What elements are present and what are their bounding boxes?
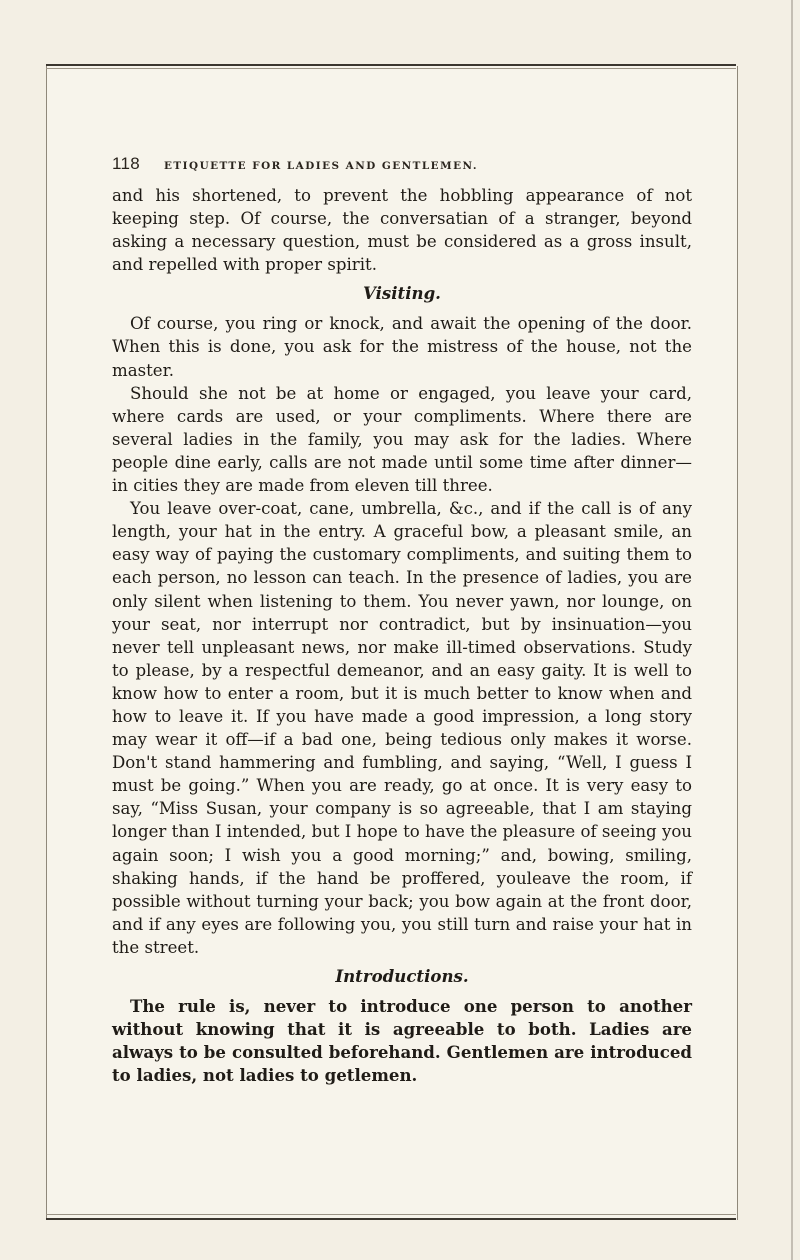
bottom-border-rule-inner (46, 1214, 736, 1215)
introductions-paragraph-1: The rule is, never to introduce one person to another without knowing that it is agreeable to both. Ladies are always to be consulted beforehand. Gentlemen are introduced to ladies, not ladies to getlemen. (112, 996, 692, 1086)
introductions-heading: Introductions. (335, 966, 469, 986)
visiting-paragraph-2: Should she not be at home or engaged, you leave your card, where cards are used, or your compliments. Where there are several ladies in the family, you may ask for the ladies. Where people dine early, calls are not made until some time after dinner—in cities they are made from eleven till three. (112, 383, 692, 496)
visiting-paragraph-3: You leave over-coat, cane, umbrella, &c., and if the call is of any length, your hat in the entry. A graceful bow, a pleasant smile, an easy way of paying the customary compliments, and suiting them to each person, no lesson can teach. In the presence of ladies, you are only silent when listening to them. You never yawn, nor lounge, on your seat, nor interrupt nor contradict, but by insinuation—you never tell unpleasant news, nor make ill-timed observations. Study to please, by a respectful demeanor, and an easy gaity. It is well to know how to enter a room, but it is much better to know when and how to leave it. If you have made a good impression, a long story may wear it off—if a bad one, being tedious only makes it worse. Don't stand hammering and fumbling, and saying, “Well, I guess I must be going.” When you are ready, go at once. It is very easy to say, “Miss Susan, your company is so agreeable, that I am staying longer than I intended, but I hope to have the pleasure of seeing you again soon; I wish you a good morning;” and, bowing, smiling, shaking hands, if the hand be proffered, youleave the room, if possible without turning your back; you bow again at the front door, and if any eyes are following you, you still turn and raise your hat in the street. (112, 499, 692, 957)
running-head: ETIQUETTE FOR LADIES AND GENTLEMEN. (164, 160, 478, 172)
top-border-rule-inner (46, 68, 736, 69)
page-edge-shadow (791, 0, 793, 1260)
visiting-heading: Visiting. (363, 283, 441, 304)
page-number: 118 (112, 154, 141, 173)
bottom-border-rule (46, 1218, 736, 1220)
top-border-rule (46, 64, 736, 66)
opening-paragraph: and his shortened, to prevent the hobbling appearance of not keeping step. Of course, the conversatian of a stranger, beyond asking a necessary question, must be considered as a gross insult, and repelled with proper spirit. (112, 186, 692, 275)
page-content (112, 154, 692, 1087)
visiting-paragraph-1: Of course, you ring or knock, and await the opening of the door. When this is done, you ask for the mistress of the house, not the master. (112, 314, 692, 380)
page-header (112, 154, 692, 174)
